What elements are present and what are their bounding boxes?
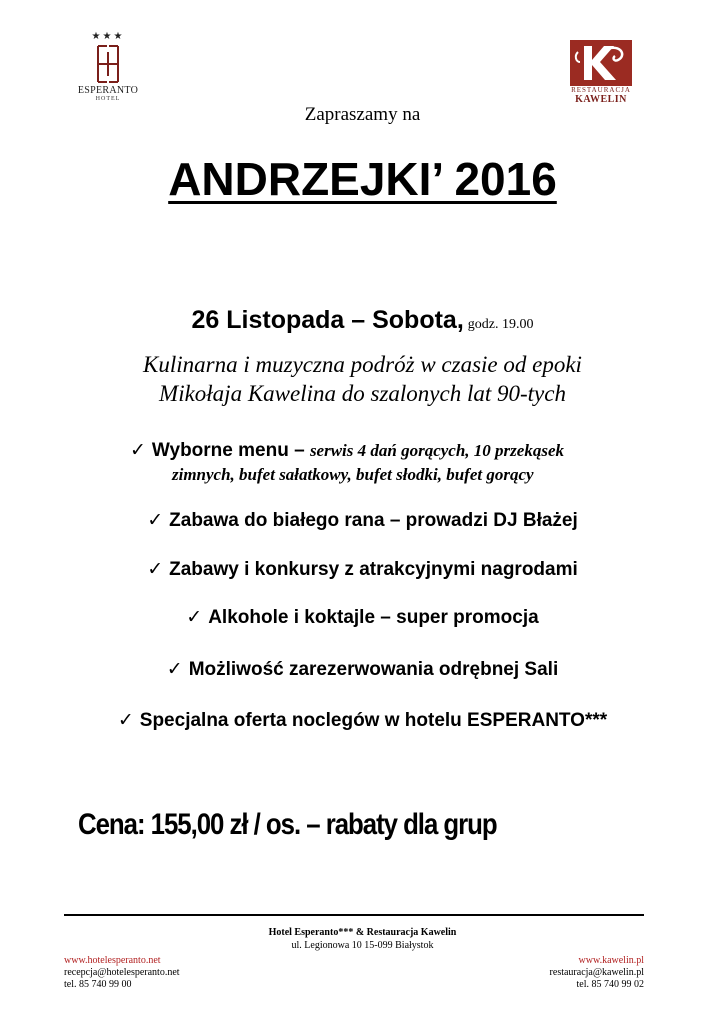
hotel-logo-name: ESPERANTO [77, 85, 139, 96]
feature-item-label: Możliwość zarezerwowania odrębnej Sali [188, 659, 559, 680]
feature-item-party [0, 508, 725, 533]
restaurant-email[interactable]: restauracja@kawelin.pl [549, 967, 644, 978]
feature-item-menu [130, 438, 670, 487]
footer-divider [64, 914, 644, 916]
restaurant-kawelin-logo [566, 40, 636, 106]
event-title [0, 152, 725, 206]
footer-hotel-contact [64, 955, 180, 991]
feature-item-contests [0, 557, 725, 582]
event-time: godz. 19.00 [467, 317, 534, 332]
price-line: Cena: 155,00 zł / os. – rabaty dla grup [78, 808, 497, 841]
event-subtitle [60, 350, 665, 408]
intro-text: Zapraszamy na [304, 104, 421, 125]
restaurant-k-monogram-icon [570, 40, 632, 86]
check-icon: ✓ [147, 509, 164, 531]
footer-restaurant-contact [550, 955, 644, 991]
feature-item-label: Zabawa do białego rana – prowadzi DJ Błażej [169, 510, 578, 531]
hotel-phone: tel. 85 740 99 00 [64, 979, 132, 990]
feature-item-drinks [0, 605, 725, 630]
footer-street: ul. Legionowa 10 15-099 Białystok [291, 940, 434, 951]
event-date-main: 26 Listopada – Sobota, [191, 306, 464, 334]
hotel-email[interactable]: recepcja@hotelesperanto.net [64, 967, 180, 978]
check-icon: ✓ [186, 606, 203, 628]
hotel-website-link[interactable]: www.hotelesperanto.net [64, 955, 161, 966]
subtitle-line-2: Mikołaja Kawelina do szalonych lat 90-tych [159, 381, 566, 406]
feature-item-room [0, 657, 725, 682]
footer-company: Hotel Esperanto*** & Restauracja Kawelin [268, 927, 457, 938]
feature-menu-detail-1: serwis 4 dań gorących, 10 przekąsek [309, 441, 564, 460]
restaurant-website-link[interactable]: www.kawelin.pl [578, 955, 644, 966]
feature-menu-label: Wyborne menu – [151, 440, 305, 461]
subtitle-line-1: Kulinarna i muzyczna podróż w czasie od epoki [143, 352, 582, 377]
hotel-esperanto-logo [70, 32, 146, 112]
hotel-stars: ★★★ [91, 31, 125, 42]
hotel-monogram-icon [94, 44, 122, 84]
restaurant-logo-name: KAWELIN [575, 94, 627, 105]
feature-menu-detail-2: zimnych, bufet sałatkowy, bufet słodki, bufet gorący [172, 465, 534, 484]
feature-item-label: Zabawy i konkursy z atrakcyjnymi nagrodami [169, 559, 578, 580]
check-icon: ✓ [147, 558, 164, 580]
feature-item-label: Alkohole i koktajle – super promocja [208, 607, 539, 628]
footer-address [0, 926, 725, 952]
event-title-text: ANDRZEJKI’ 2016 [168, 153, 557, 205]
restaurant-phone: tel. 85 740 99 02 [576, 979, 644, 990]
hotel-logo-sub: HOTEL [95, 96, 121, 102]
check-icon: ✓ [166, 658, 183, 680]
feature-item-label: Specjalna oferta noclegów w hotelu ESPERANTO*** [139, 710, 608, 731]
check-icon: ✓ [117, 709, 134, 731]
event-date [0, 306, 725, 335]
feature-item-hotel-offer [0, 708, 725, 733]
check-icon: ✓ [130, 439, 146, 461]
restaurant-logo-sub: RESTAURACJA [571, 86, 631, 94]
